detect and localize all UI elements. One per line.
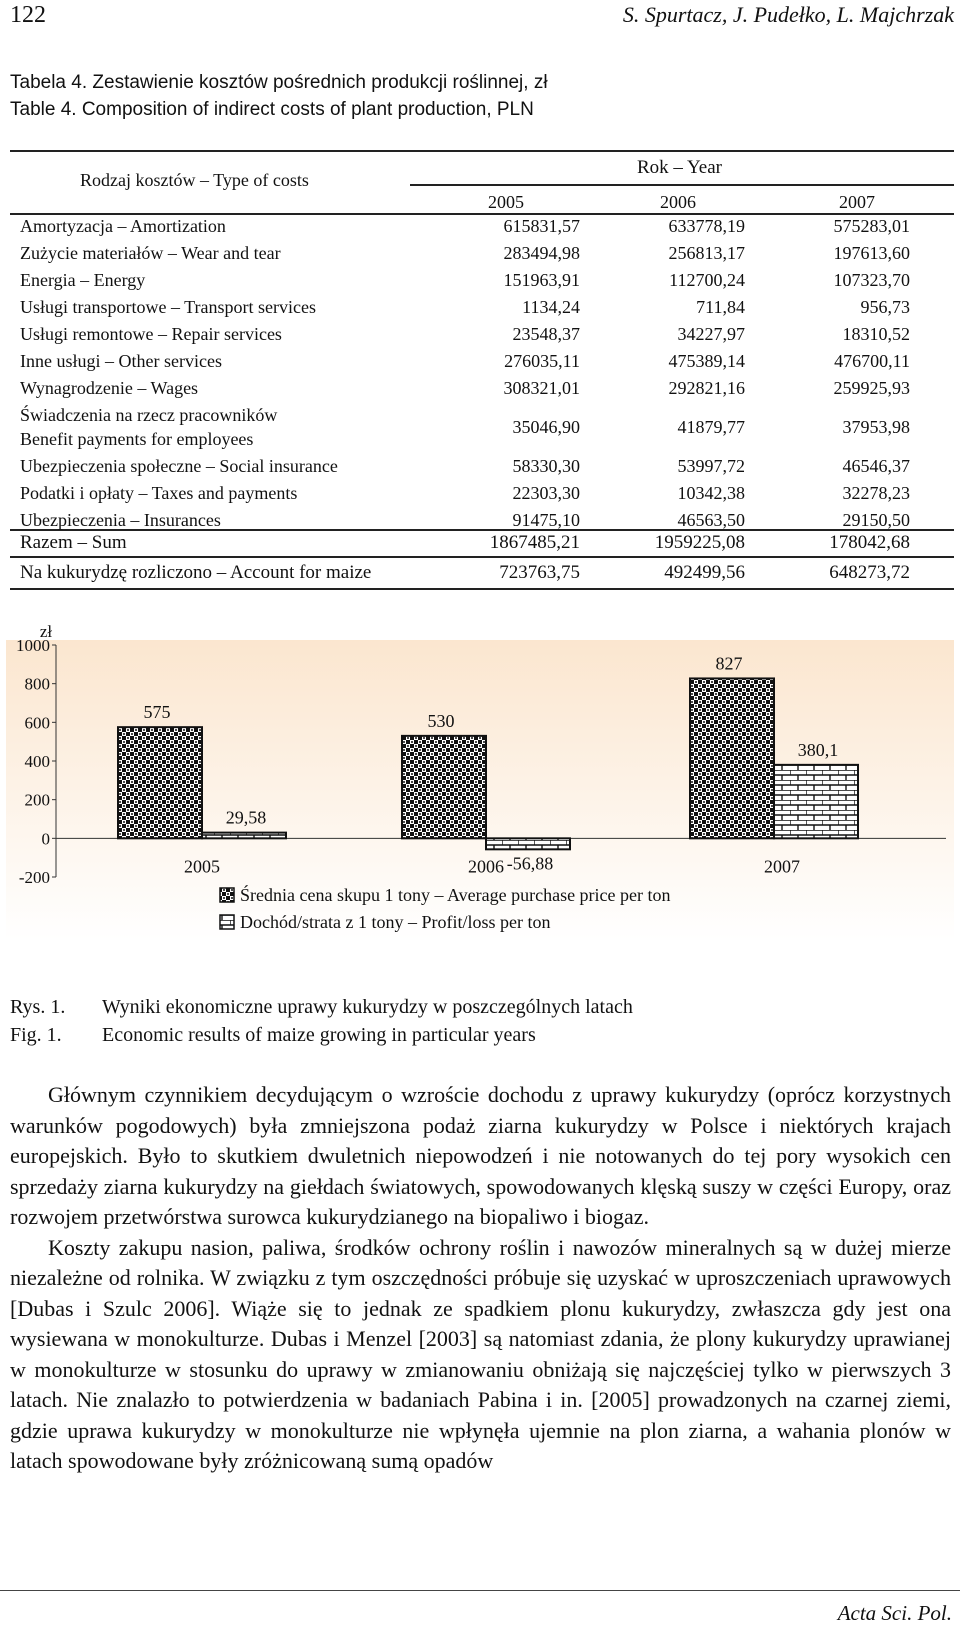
row-value-2005: 1134,24: [522, 297, 580, 317]
row-label: Usługi transportowe – Transport services: [20, 297, 316, 317]
figure-caption-en: [10, 1024, 536, 1047]
table-caption-pl: Tabela 4. Zestawienie kosztów pośrednich produkcji roślinnej, zł: [10, 72, 548, 93]
data-label: 575: [143, 702, 171, 723]
y-tick-label: 600: [24, 713, 50, 733]
row-value-2006: 46563,50: [677, 510, 745, 530]
bar-profit-2006: [486, 838, 570, 849]
year-2006-header: 2006: [660, 192, 696, 212]
legend-swatch-price: [220, 888, 234, 902]
row-label: Energia – Energy: [20, 270, 146, 290]
row-value-2006: 53997,72: [677, 456, 745, 476]
sum-2006: 1959225,08: [654, 532, 745, 553]
row-value-2005: 615831,57: [503, 216, 580, 236]
row-label: Wynagrodzenie – Wages: [20, 378, 199, 398]
table-row: [20, 351, 950, 378]
row-value-2006: 475389,14: [668, 351, 745, 371]
row-value-2006: 256813,17: [668, 243, 745, 263]
journal-name: Acta Sci. Pol.: [837, 1601, 952, 1625]
year-2005-header: 2005: [488, 192, 524, 212]
row-value-2005: 91475,10: [512, 510, 580, 530]
data-label: 29,58: [225, 807, 267, 828]
y-tick-label: 800: [24, 674, 50, 694]
y-tick-label: -200: [18, 868, 50, 887]
legend-label: Średnia cena skupu 1 tony – Average purchase price per ton: [240, 885, 671, 905]
body-text: [10, 1080, 951, 1477]
row-value-2005: 22303,30: [512, 483, 580, 503]
figure-caption-en-label: Fig. 1.: [10, 1024, 62, 1046]
figure-caption-en-text: Economic results of maize growing in particular years: [102, 1024, 536, 1046]
row-value-2007: 29150,50: [842, 510, 910, 530]
chart-svg: [6, 622, 954, 980]
year-header: Rok – Year: [637, 157, 722, 178]
row-label: Podatki i opłaty – Taxes and payments: [20, 483, 298, 503]
row-value-2007: 197613,60: [833, 243, 910, 263]
row-value-2005: 151963,91: [503, 270, 580, 290]
row-value-2006: 112700,24: [669, 270, 745, 290]
table-bottom-rule: [10, 588, 954, 590]
bar-profit-2007: [774, 765, 858, 838]
row-value-2006: 34227,97: [677, 324, 745, 344]
y-tick-label: 400: [24, 752, 50, 771]
row-label: Inne usługi – Other services: [20, 351, 222, 371]
row-label-secondary: Benefit payments for employees: [20, 429, 254, 449]
row-value-2005: 35046,90: [512, 417, 580, 437]
data-label: 380,1: [797, 739, 839, 760]
row-value-2007: 46546,37: [842, 456, 910, 476]
bar-profit-2005: [202, 833, 286, 839]
year-2007-header: 2007: [839, 192, 875, 212]
row-value-2005: 283494,98: [503, 243, 580, 263]
table-row: [20, 324, 950, 351]
page-number: 122: [10, 2, 46, 28]
row-value-2006: 292821,16: [668, 378, 745, 398]
row-label: Usługi remontowe – Repair services: [20, 324, 282, 344]
x-category-label: 2005: [184, 856, 220, 877]
data-label: 827: [715, 653, 743, 674]
sum-2005: 1867485,21: [489, 532, 580, 553]
row-value-2007: 259925,93: [833, 378, 910, 398]
table-header-rule: [10, 213, 954, 215]
sum-row: [20, 532, 950, 556]
maize-2006: 492499,56: [664, 562, 745, 583]
legend-label: Dochód/strata z 1 tony – Profit/loss per ton: [240, 912, 551, 932]
y-tick-label: 0: [41, 829, 50, 849]
figure-caption-pl-label: Rys. 1.: [10, 996, 66, 1018]
maize-2007: 648273,72: [829, 562, 910, 583]
table-row: [20, 243, 950, 270]
type-of-costs-header: Rodzaj kosztów – Type of costs: [80, 170, 309, 190]
legend-swatch-profit: [220, 915, 234, 929]
data-label: -56,88: [506, 853, 554, 874]
row-value-2007: 956,73: [860, 297, 910, 317]
row-label: Świadczenia na rzecz pracowników: [20, 405, 278, 425]
table-sum-bottom-rule: [10, 556, 954, 558]
table-row: [20, 216, 950, 243]
table-top-rule: [10, 150, 954, 152]
figure-caption-pl: [10, 996, 633, 1019]
y-axis-label: zł: [39, 622, 53, 641]
row-value-2007: 476700,11: [834, 351, 910, 371]
row-value-2005: 276035,11: [504, 351, 580, 371]
sum-label: Razem – Sum: [20, 532, 127, 553]
bar-price-2005: [118, 727, 202, 838]
row-value-2007: 18310,52: [842, 324, 910, 344]
figure-caption-pl-text: Wyniki ekonomiczne uprawy kukurydzy w poszczególnych latach: [102, 996, 633, 1018]
row-value-2005: 58330,30: [512, 456, 580, 476]
row-value-2007: 107323,70: [833, 270, 910, 290]
row-value-2005: 308321,01: [503, 378, 580, 398]
row-value-2006: 41879,77: [677, 417, 745, 437]
row-label: Ubezpieczenia – Insurances: [20, 510, 221, 530]
maize-2005: 723763,75: [499, 562, 580, 583]
row-value-2007: 575283,01: [833, 216, 910, 236]
y-tick-label: 200: [24, 790, 50, 810]
y-tick-label: 1000: [16, 636, 50, 655]
x-category-label: 2006: [468, 856, 504, 877]
row-value-2007: 37953,98: [842, 417, 910, 437]
row-value-2007: 32278,23: [842, 483, 910, 503]
maize-row: [20, 562, 950, 586]
table-year-rule: [410, 184, 954, 186]
table-row: [20, 270, 950, 297]
row-label: Zużycie materiałów – Wear and tear: [20, 243, 281, 263]
data-label: 530: [427, 710, 455, 731]
row-label: Amortyzacja – Amortization: [20, 216, 226, 236]
bar-price-2006: [402, 736, 486, 838]
table-caption-en: Table 4. Composition of indirect costs of plant production, PLN: [10, 99, 534, 120]
running-header-authors: S. Spurtacz, J. Pudełko, L. Majchrzak: [622, 2, 954, 27]
table-row: [20, 297, 950, 324]
body-paragraph-1: Głównym czynnikiem decydującym o wzroście dochodu z uprawy kukurydzy (oprócz korzystnych warunków pogodowych) była zmniejszona podaż ziarna kukurydzy w Polsce i niektórych krajach europejskich. Było to skutkiem dwuletnich niepowodzeń i nie notowanych do tej pory wysokich cen sprzedaży ziarna kukurydzy na giełdach światowych, spowodowanych klęską suszy w części Europy, oraz rozwojem przetwórstwa surowca kukurydzianego na biopaliwo i biogaz.: [10, 1082, 951, 1229]
table-row: [20, 456, 950, 483]
row-label: Ubezpieczenia społeczne – Social insurance: [20, 456, 338, 476]
table-row: [20, 405, 950, 456]
economic-results-chart: [6, 622, 954, 980]
x-category-label: 2007: [764, 856, 800, 877]
footer-rule: [0, 1590, 960, 1591]
row-value-2006: 711,84: [696, 297, 745, 317]
table-row: [20, 483, 950, 510]
row-value-2006: 633778,19: [668, 216, 745, 236]
row-value-2005: 23548,37: [512, 324, 580, 344]
body-paragraph-2: Koszty zakupu nasion, paliwa, środków ochrony roślin i nawozów mineralnych są w dużej mierze niezależne od rolnika. W związku z tym oszczędności próbuje się uzyskać w uproszczeniach uprawowych [Dubas i Szulc 2006]. Wiąże się to jednak ze spadkiem plonu kukurydzy, zwłaszcza gdy jest ona wysiewana w monokulturze. Dubas i Menzel [2003] są natomiast zdania, że plony kukurydzy uprawianej w monokulturze w stosunku do uprawy w zmianowaniu obniżają się najczęściej tylko w pierwszych 3 latach. Nie znalazło to potwierdzenia w badaniach Pabina i in. [2005] prowadzonych na czarnej ziemi, gdzie uprawa kukurydzy w monokulturze nie wpłynęła ujemnie na plon ziarna, a wahania plonów w latach spowodowane były zróżnicowaną sumą opadów: [10, 1234, 951, 1473]
bar-price-2007: [690, 678, 774, 838]
table-row: [20, 378, 950, 405]
row-value-2006: 10342,38: [677, 483, 745, 503]
sum-2007: 178042,68: [829, 532, 910, 553]
maize-label: Na kukurydzę rozliczono – Account for maize: [20, 562, 372, 583]
